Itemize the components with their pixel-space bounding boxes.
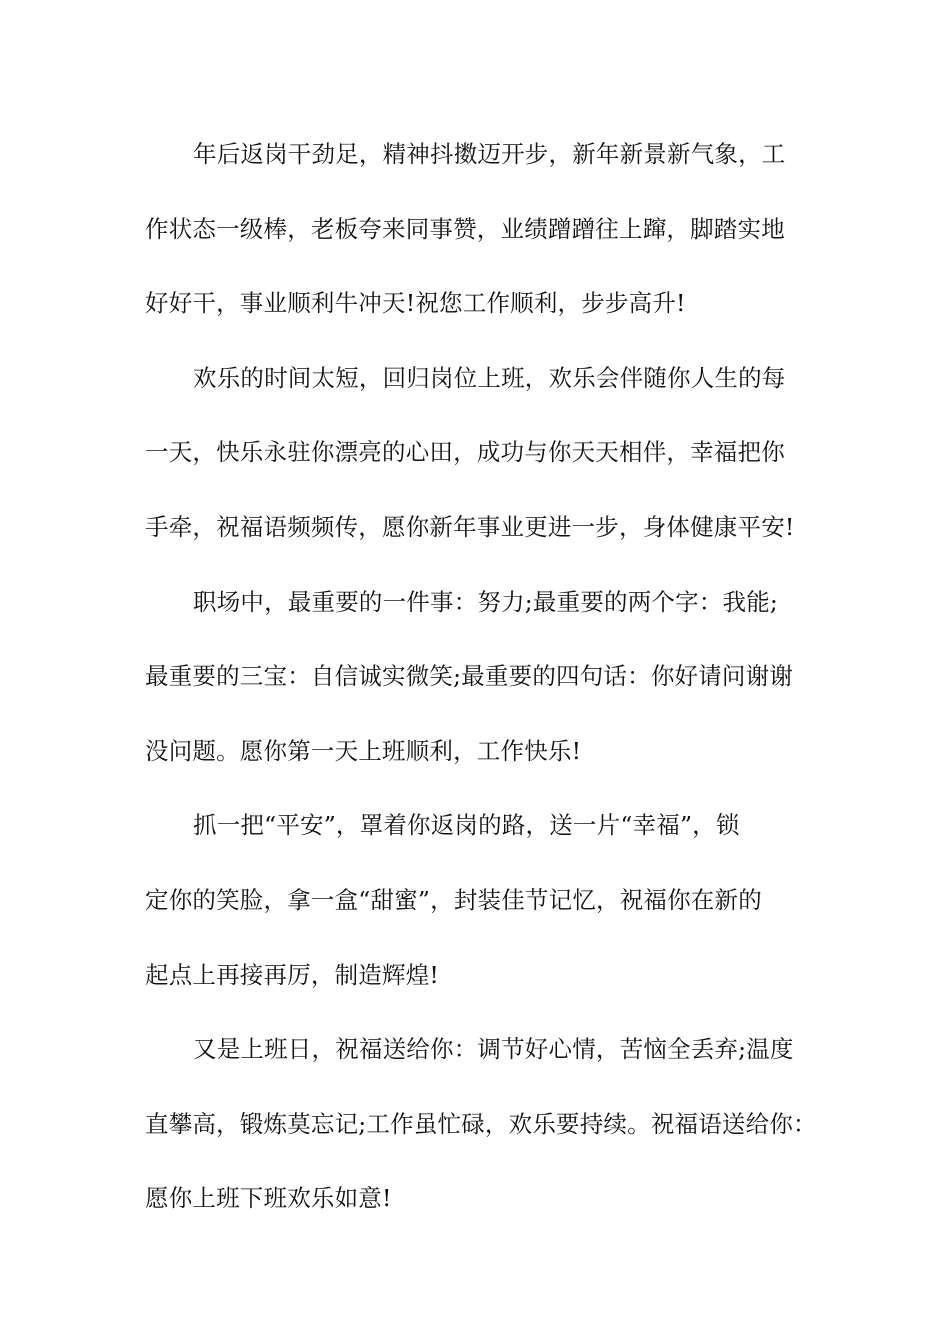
paragraph-line: 年后返岗干劲足，精神抖擞迈开步，新年新景新气象，工 [193,140,786,168]
paragraph-2 [145,358,825,582]
paragraph-line: 起点上再接再厉，制造辉煌! [145,960,440,989]
paragraph-line: 愿你上班下班欢乐如意! [145,1184,392,1213]
paragraph-line: 直攀高，锻炼莫忘记;工作虽忙碌，欢乐要持续。祝福语送给你： [145,1109,817,1138]
paragraph-5 [145,1029,825,1253]
paragraph-line: 手牵，祝福语频频传，愿你新年事业更进一步，身体健康平安! [145,512,795,541]
paragraph-line: 欢乐的时间太短，回归岗位上班，欢乐会伴随你人生的每 [193,363,786,392]
paragraph-3 [145,582,825,806]
paragraph-line: 定你的笑脸，拿一盒“甜蜜”，封装佳节记忆，祝福你在新的 [145,885,762,914]
paragraph-4 [145,805,825,1029]
paragraph-line: 一天，快乐永驻你漂亮的心田，成功与你天天相伴，幸福把你 [145,438,785,467]
paragraph-line: 抓一把“平安”，罩着你返岗的路，送一片“幸福”，锁 [193,811,740,840]
paragraph-1 [145,134,825,358]
paragraph-line: 职场中，最重要的一件事：努力;最重要的两个字：我能; [193,587,779,616]
document-body [145,134,825,1253]
paragraph-line: 好好干，事业顺利牛冲天!祝您工作顺利，步步高升! [145,289,686,318]
paragraph-line: 没问题。愿你第一天上班顺利，工作快乐! [145,736,582,765]
paragraph-line: 又是上班日，祝福送给你：调节好心情，苦恼全丢弃;温度 [193,1035,794,1064]
paragraph-line: 作状态一级棒，老板夸来同事赞，业绩蹭蹭往上蹿，脚踏实地 [145,214,785,243]
paragraph-line: 最重要的三宝：自信诚实微笑;最重要的四句话：你好请问谢谢 [145,662,794,691]
